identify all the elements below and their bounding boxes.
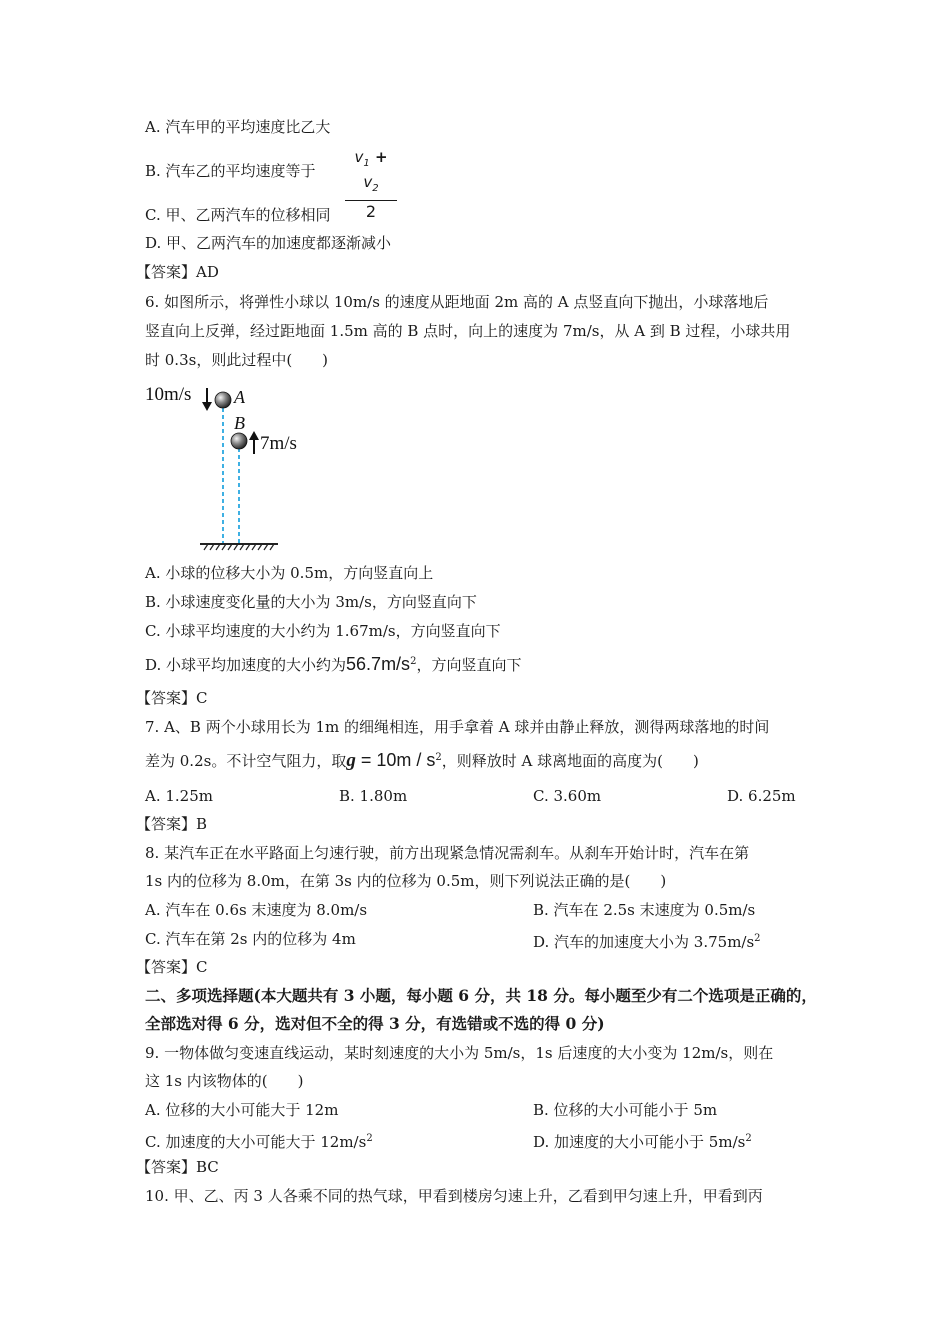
q9-option-c (145, 1129, 373, 1152)
q7-option-b: B. 1.80m (339, 787, 408, 805)
q8-option-d-sup: 2 (754, 933, 761, 944)
frac-den: 2 (365, 202, 377, 221)
q9-option-d-sup: 2 (745, 1133, 752, 1144)
q6-line1: 6. 如图所示，将弹性小球以 10m/s 的速度从距地面 2m 高的 A 点竖直向下抛出，小球落地后 (145, 293, 769, 311)
frac-sub1: 1 (363, 158, 370, 169)
q8-option-c: C. 汽车在第 2s 内的位移为 4m (145, 930, 356, 948)
section2-heading-line1: 二、多项选择题(本大题共有 3 小题，每小题 6 分，共 18 分。每小题至少有二个选项是正确的， (145, 986, 817, 1005)
q6-option-b: B. 小球速度变化量的大小为 3m/s，方向竖直向下 (145, 593, 477, 611)
q5-answer: 【答案】AD (136, 263, 219, 281)
q9-line2: 这 1s 内该物体的( ) (145, 1072, 304, 1090)
label-speed-down: 10m/s (145, 384, 192, 405)
label-b: B (234, 413, 245, 433)
q6-option-d (145, 652, 521, 675)
q7-option-a: A. 1.25m (145, 787, 213, 805)
q8-option-a: A. 汽车在 0.6s 末速度为 8.0m/s (145, 901, 368, 919)
q9-answer: 【答案】BC (136, 1158, 219, 1176)
q8-option-d (533, 929, 761, 952)
q6-option-a: A. 小球的位移大小为 0.5m，方向竖直向上 (145, 564, 434, 582)
q9-option-b: B. 位移的大小可能小于 5m (533, 1101, 718, 1119)
q6-line3: 时 0.3s，则此过程中( ) (145, 351, 329, 369)
q7-math: = 10m / s (355, 750, 436, 770)
q5-option-a: A. 汽车甲的平均速度比乙大 (145, 118, 331, 136)
label-a: A (234, 387, 245, 407)
q5-option-b: B. 汽车乙的平均速度等于 (145, 162, 316, 180)
section2-heading-line2: 全部选对得 6 分，选对但不全的得 3 分，有选错或不选的得 0 分) (145, 1014, 605, 1033)
label-speed-up: 7m/s (260, 433, 297, 454)
q7-g: g (346, 750, 356, 771)
q8-option-d-text: D. 汽车的加速度大小为 3.75m/s (533, 933, 755, 951)
frac-v1: v (354, 148, 364, 166)
q6-option-d-math: 56.7m/s (346, 654, 411, 674)
q8-line1: 8. 某汽车正在水平路面上匀速行驶，前方出现紧急情况需刹车。从刹车开始计时，汽车在第 (145, 844, 750, 862)
arrow-up-icon (249, 431, 259, 454)
q9-option-d-text: D. 加速度的大小可能小于 5m/s (533, 1133, 746, 1151)
q6-option-c: C. 小球平均速度的大小约为 1.67m/s，方向竖直向下 (145, 622, 501, 640)
q8-option-b: B. 汽车在 2.5s 末速度为 0.5m/s (533, 901, 756, 919)
q7-line2 (145, 748, 699, 771)
q7-line2-post: ，则释放时 A 球离地面的高度为( ) (441, 752, 699, 770)
q6-answer: 【答案】C (136, 689, 208, 707)
q7-answer: 【答案】B (136, 815, 208, 833)
q10-line1: 10. 甲、乙、丙 3 人各乘不同的热气球，甲看到楼房匀速上升，乙看到甲匀速上升，甲看到丙 (145, 1187, 763, 1205)
q5-option-d: D. 甲、乙两汽车的加速度都逐渐减小 (145, 234, 392, 252)
arrow-down-icon (202, 388, 212, 411)
ball-b (231, 433, 247, 449)
q9-option-c-text: C. 加速度的大小可能大于 12m/s (145, 1133, 367, 1151)
q9-line1: 9. 一物体做匀变速直线运动，某时刻速度的大小为 5m/s，1s 后速度的大小变为 12m/s，则在 (145, 1044, 774, 1062)
q5-option-c: C. 甲、乙两汽车的位移相同 (145, 206, 331, 224)
q7-option-d: D. 6.25m (727, 787, 796, 805)
q7-line2-pre: 差为 0.2s。不计空气阻力，取 (145, 752, 347, 770)
q7-sup: 2 (435, 752, 442, 763)
q5-option-b-fraction (345, 148, 397, 221)
q6-figure (140, 378, 320, 553)
frac-plus: + (369, 148, 388, 166)
q7-option-c: C. 3.60m (533, 787, 602, 805)
frac-sub2: 2 (372, 183, 379, 194)
q6-line2: 竖直向上反弹，经过距地面 1.5m 高的 B 点时，向上的速度为 7m/s，从 A 到 B 过程，小球共用 (145, 322, 791, 340)
q6-option-d-sup: 2 (410, 656, 417, 667)
frac-v2: v (363, 173, 373, 191)
q7-line1: 7. A、B 两个小球用长为 1m 的细绳相连，用手拿着 A 球并由静止释放，测得两球落地的时间 (145, 718, 770, 736)
q9-option-c-sup: 2 (366, 1133, 373, 1144)
q8-line2: 1s 内的位移为 8.0m，在第 3s 内的位移为 0.5m，则下列说法正确的是( ) (145, 872, 667, 890)
q9-option-a: A. 位移的大小可能大于 12m (145, 1101, 339, 1119)
q9-option-d (533, 1129, 752, 1152)
fraction-bar (345, 200, 397, 201)
ball-a (215, 392, 231, 408)
q8-answer: 【答案】C (136, 958, 208, 976)
q6-option-d-post: ，方向竖直向下 (416, 656, 522, 674)
q6-option-d-text: D. 小球平均加速度的大小约为 (145, 656, 347, 674)
